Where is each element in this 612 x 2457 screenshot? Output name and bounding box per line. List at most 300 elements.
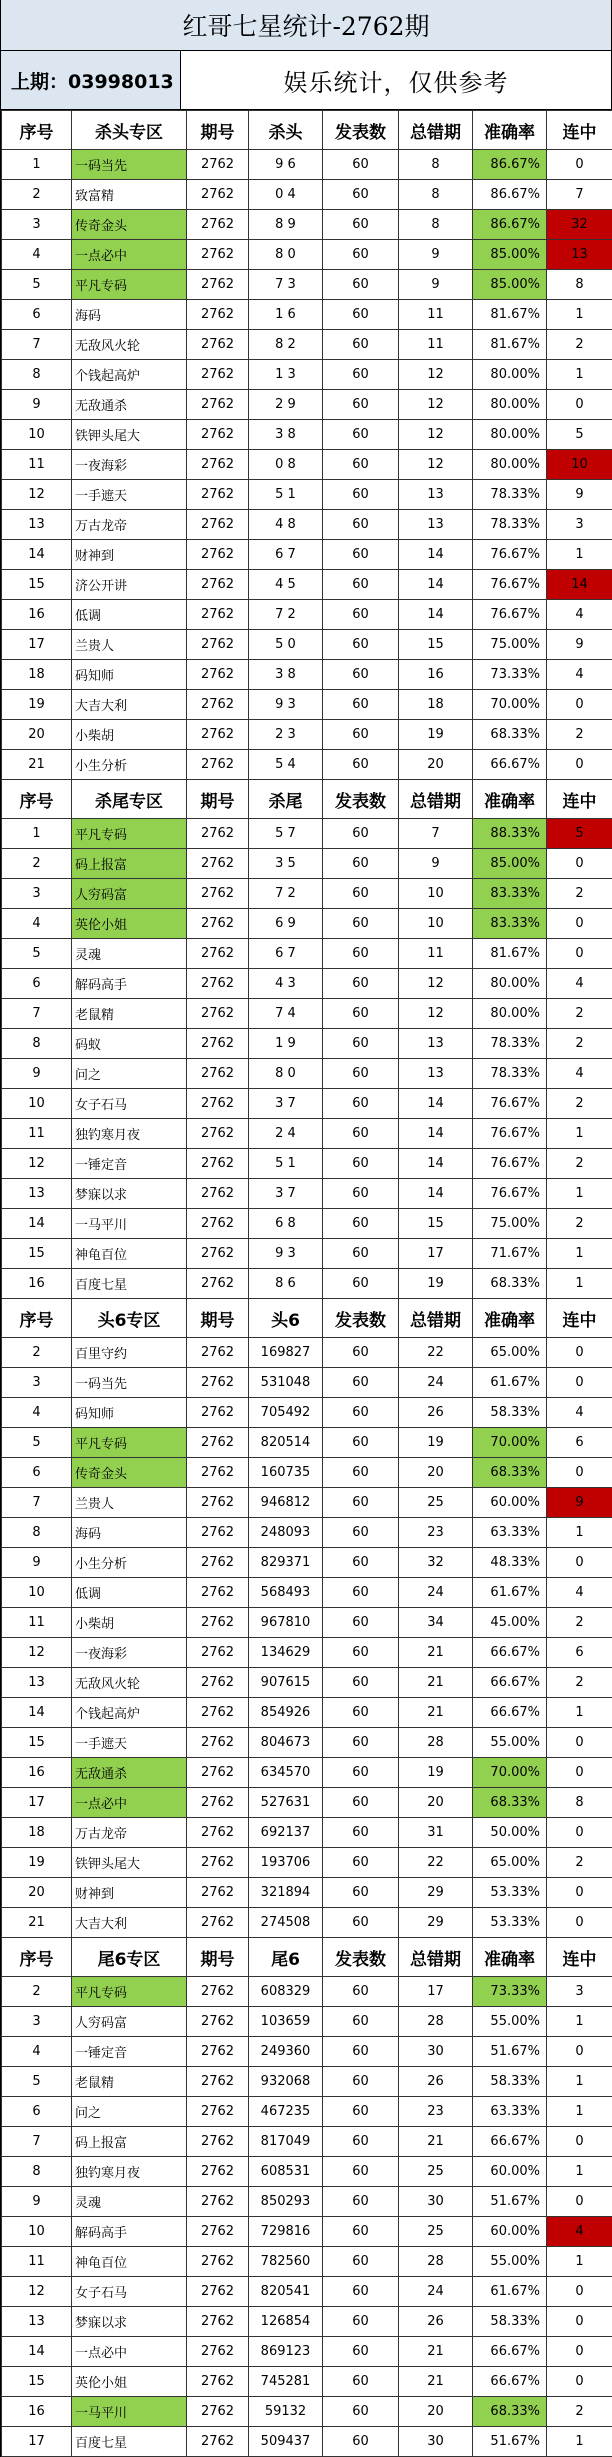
- cell-streak: 4: [547, 969, 612, 999]
- cell-numbers: 946812: [249, 1488, 323, 1518]
- cell-index: 20: [2, 720, 72, 750]
- cell-numbers: 967810: [249, 1608, 323, 1638]
- cell-expert: 女子石马: [72, 1089, 187, 1119]
- cell-numbers: 4 3: [249, 969, 323, 999]
- cell-streak: 0: [547, 2337, 612, 2367]
- table-row: [2, 2127, 612, 2157]
- table-row: [2, 1758, 612, 1788]
- cell-index: 5: [2, 270, 72, 300]
- cell-total-miss: 26: [399, 2307, 473, 2337]
- cell-index: 21: [2, 750, 72, 780]
- cell-period: 2762: [187, 879, 249, 909]
- cell-numbers: 134629: [249, 1638, 323, 1668]
- cell-period: 2762: [187, 2307, 249, 2337]
- cell-period: 2762: [187, 1728, 249, 1758]
- cell-expert: 一手遮天: [72, 480, 187, 510]
- cell-expert: 一马平川: [72, 1209, 187, 1239]
- cell-published: 60: [323, 420, 399, 450]
- cell-expert: 兰贵人: [72, 630, 187, 660]
- cell-accuracy: 50.00%: [473, 1818, 547, 1848]
- cell-total-miss: 21: [399, 2127, 473, 2157]
- cell-published: 60: [323, 2247, 399, 2277]
- header-streak: 连中: [547, 780, 612, 819]
- cell-accuracy: 80.00%: [473, 969, 547, 999]
- cell-total-miss: 19: [399, 720, 473, 750]
- cell-numbers: 2 4: [249, 1119, 323, 1149]
- cell-numbers: 321894: [249, 1878, 323, 1908]
- cell-expert: 无敌通杀: [72, 1758, 187, 1788]
- cell-published: 60: [323, 1119, 399, 1149]
- cell-period: 2762: [187, 969, 249, 999]
- cell-total-miss: 25: [399, 2217, 473, 2247]
- cell-index: 4: [2, 2037, 72, 2067]
- cell-numbers: 0 8: [249, 450, 323, 480]
- cell-streak: 0: [547, 1878, 612, 1908]
- cell-published: 60: [323, 819, 399, 849]
- cell-period: 2762: [187, 1089, 249, 1119]
- table-row: [2, 1428, 612, 1458]
- cell-published: 60: [323, 1338, 399, 1368]
- cell-numbers: 4 8: [249, 510, 323, 540]
- cell-accuracy: 51.67%: [473, 2427, 547, 2457]
- cell-expert: 灵魂: [72, 2187, 187, 2217]
- cell-total-miss: 20: [399, 1458, 473, 1488]
- cell-total-miss: 21: [399, 1638, 473, 1668]
- cell-total-miss: 19: [399, 1758, 473, 1788]
- cell-expert: 英伦小姐: [72, 2367, 187, 2397]
- cell-published: 60: [323, 2217, 399, 2247]
- cell-total-miss: 22: [399, 1338, 473, 1368]
- cell-total-miss: 22: [399, 1848, 473, 1878]
- cell-accuracy: 85.00%: [473, 240, 547, 270]
- cell-total-miss: 12: [399, 390, 473, 420]
- header-total-miss: 总错期: [399, 111, 473, 150]
- cell-total-miss: 13: [399, 480, 473, 510]
- cell-expert: 财神到: [72, 540, 187, 570]
- cell-expert: 大吉大利: [72, 690, 187, 720]
- header-total-miss: 总错期: [399, 1299, 473, 1338]
- cell-period: 2762: [187, 1908, 249, 1938]
- cell-expert: 财神到: [72, 1878, 187, 1908]
- cell-index: 10: [2, 1578, 72, 1608]
- cell-total-miss: 13: [399, 1029, 473, 1059]
- cell-index: 13: [2, 2307, 72, 2337]
- cell-published: 60: [323, 2007, 399, 2037]
- section-header-row: [2, 780, 612, 819]
- cell-accuracy: 65.00%: [473, 1338, 547, 1368]
- cell-published: 60: [323, 540, 399, 570]
- cell-period: 2762: [187, 1119, 249, 1149]
- header-expert: 头6专区: [72, 1299, 187, 1338]
- cell-streak: 1: [547, 1179, 612, 1209]
- cell-published: 60: [323, 1728, 399, 1758]
- cell-index: 14: [2, 540, 72, 570]
- cell-period: 2762: [187, 2067, 249, 2097]
- header-numbers: 杀头: [249, 111, 323, 150]
- cell-index: 7: [2, 330, 72, 360]
- cell-expert: 小柴胡: [72, 720, 187, 750]
- cell-expert: 平凡专码: [72, 1428, 187, 1458]
- cell-total-miss: 24: [399, 1578, 473, 1608]
- cell-numbers: 248093: [249, 1518, 323, 1548]
- cell-period: 2762: [187, 540, 249, 570]
- cell-accuracy: 78.33%: [473, 1059, 547, 1089]
- cell-published: 60: [323, 1089, 399, 1119]
- cell-index: 11: [2, 1608, 72, 1638]
- table-row: [2, 1239, 612, 1269]
- cell-period: 2762: [187, 1458, 249, 1488]
- table-row: [2, 300, 612, 330]
- cell-period: 2762: [187, 510, 249, 540]
- cell-total-miss: 18: [399, 690, 473, 720]
- table-row: [2, 1398, 612, 1428]
- cell-expert: 一点必中: [72, 1788, 187, 1818]
- cell-total-miss: 24: [399, 2277, 473, 2307]
- cell-published: 60: [323, 1059, 399, 1089]
- cell-index: 18: [2, 1818, 72, 1848]
- cell-expert: 一马平川: [72, 2397, 187, 2427]
- cell-streak: 2: [547, 330, 612, 360]
- cell-streak: 7: [547, 180, 612, 210]
- cell-numbers: 820514: [249, 1428, 323, 1458]
- cell-published: 60: [323, 630, 399, 660]
- cell-streak: 0: [547, 2187, 612, 2217]
- table-row: [2, 1548, 612, 1578]
- cell-total-miss: 30: [399, 2037, 473, 2067]
- stats-table-body: [2, 111, 612, 2457]
- cell-numbers: 932068: [249, 2067, 323, 2097]
- cell-published: 60: [323, 1209, 399, 1239]
- cell-published: 60: [323, 510, 399, 540]
- cell-expert: 海码: [72, 1518, 187, 1548]
- cell-index: 3: [2, 1368, 72, 1398]
- cell-expert: 兰贵人: [72, 1488, 187, 1518]
- cell-period: 2762: [187, 660, 249, 690]
- cell-expert: 一码当先: [72, 150, 187, 180]
- table-row: [2, 2097, 612, 2127]
- cell-expert: 一锤定音: [72, 1149, 187, 1179]
- cell-published: 60: [323, 1908, 399, 1938]
- header-streak: 连中: [547, 1299, 612, 1338]
- header-period: 期号: [187, 111, 249, 150]
- cell-streak: 0: [547, 1458, 612, 1488]
- table-row: [2, 2037, 612, 2067]
- cell-expert: 低调: [72, 1578, 187, 1608]
- info-bar: [1, 51, 612, 110]
- table-row: [2, 510, 612, 540]
- cell-published: 60: [323, 210, 399, 240]
- cell-streak: 5: [547, 420, 612, 450]
- cell-accuracy: 76.67%: [473, 1089, 547, 1119]
- table-row: [2, 150, 612, 180]
- table-row: [2, 2157, 612, 2187]
- cell-period: 2762: [187, 750, 249, 780]
- cell-numbers: 7 3: [249, 270, 323, 300]
- cell-accuracy: 60.00%: [473, 2217, 547, 2247]
- cell-numbers: 3 7: [249, 1179, 323, 1209]
- cell-accuracy: 76.67%: [473, 1149, 547, 1179]
- table-row: [2, 1209, 612, 1239]
- cell-numbers: 9 3: [249, 1239, 323, 1269]
- table-row: [2, 2337, 612, 2367]
- table-row: [2, 1608, 612, 1638]
- cell-accuracy: 80.00%: [473, 450, 547, 480]
- cell-expert: 一手遮天: [72, 1728, 187, 1758]
- cell-streak: 0: [547, 1818, 612, 1848]
- cell-expert: 一码当先: [72, 1368, 187, 1398]
- cell-index: 5: [2, 939, 72, 969]
- cell-period: 2762: [187, 210, 249, 240]
- cell-accuracy: 83.33%: [473, 879, 547, 909]
- cell-index: 10: [2, 1089, 72, 1119]
- cell-index: 4: [2, 240, 72, 270]
- cell-total-miss: 7: [399, 819, 473, 849]
- cell-index: 8: [2, 360, 72, 390]
- header-period: 期号: [187, 1938, 249, 1977]
- cell-published: 60: [323, 2067, 399, 2097]
- cell-numbers: 160735: [249, 1458, 323, 1488]
- cell-period: 2762: [187, 1518, 249, 1548]
- cell-expert: 老鼠精: [72, 999, 187, 1029]
- cell-published: 60: [323, 2127, 399, 2157]
- table-row: [2, 1578, 612, 1608]
- cell-accuracy: 66.67%: [473, 1638, 547, 1668]
- header-numbers: 尾6: [249, 1938, 323, 1977]
- cell-expert: 独钓寒月夜: [72, 2157, 187, 2187]
- cell-expert: 无敌通杀: [72, 390, 187, 420]
- table-row: [2, 450, 612, 480]
- cell-published: 60: [323, 150, 399, 180]
- cell-expert: 济公开讲: [72, 570, 187, 600]
- cell-period: 2762: [187, 1239, 249, 1269]
- table-row: [2, 939, 612, 969]
- cell-numbers: 6 7: [249, 540, 323, 570]
- cell-numbers: 1 3: [249, 360, 323, 390]
- cell-published: 60: [323, 2397, 399, 2427]
- cell-numbers: 59132: [249, 2397, 323, 2427]
- table-row: [2, 1848, 612, 1878]
- cell-published: 60: [323, 1548, 399, 1578]
- cell-numbers: 249360: [249, 2037, 323, 2067]
- cell-accuracy: 63.33%: [473, 1518, 547, 1548]
- cell-published: 60: [323, 720, 399, 750]
- cell-numbers: 7 2: [249, 879, 323, 909]
- cell-index: 7: [2, 2127, 72, 2157]
- cell-numbers: 729816: [249, 2217, 323, 2247]
- cell-streak: 14: [547, 570, 612, 600]
- header-index: 序号: [2, 111, 72, 150]
- cell-period: 2762: [187, 1578, 249, 1608]
- header-accuracy: 准确率: [473, 111, 547, 150]
- cell-published: 60: [323, 180, 399, 210]
- cell-numbers: 8 0: [249, 1059, 323, 1089]
- header-published: 发表数: [323, 1299, 399, 1338]
- cell-expert: 神龟百位: [72, 1239, 187, 1269]
- cell-streak: 1: [547, 2427, 612, 2457]
- cell-accuracy: 86.67%: [473, 180, 547, 210]
- cell-published: 60: [323, 1269, 399, 1299]
- cell-published: 60: [323, 909, 399, 939]
- table-row: [2, 1338, 612, 1368]
- cell-streak: 0: [547, 1548, 612, 1578]
- table-row: [2, 330, 612, 360]
- cell-numbers: 5 1: [249, 1149, 323, 1179]
- cell-expert: 一夜海彩: [72, 450, 187, 480]
- cell-streak: 0: [547, 2037, 612, 2067]
- cell-numbers: 2 3: [249, 720, 323, 750]
- cell-expert: 百度七星: [72, 1269, 187, 1299]
- cell-expert: 万古龙帝: [72, 1818, 187, 1848]
- cell-total-miss: 14: [399, 1179, 473, 1209]
- cell-expert: 人穷码富: [72, 879, 187, 909]
- cell-expert: 英伦小姐: [72, 909, 187, 939]
- cell-period: 2762: [187, 240, 249, 270]
- cell-period: 2762: [187, 1698, 249, 1728]
- cell-streak: 2: [547, 1848, 612, 1878]
- cell-total-miss: 32: [399, 1548, 473, 1578]
- cell-total-miss: 30: [399, 2427, 473, 2457]
- cell-published: 60: [323, 1518, 399, 1548]
- table-row: [2, 999, 612, 1029]
- cell-streak: 1: [547, 360, 612, 390]
- cell-numbers: 6 8: [249, 1209, 323, 1239]
- table-row: [2, 540, 612, 570]
- cell-published: 60: [323, 1977, 399, 2007]
- cell-published: 60: [323, 2157, 399, 2187]
- cell-index: 17: [2, 1788, 72, 1818]
- cell-period: 2762: [187, 999, 249, 1029]
- cell-numbers: 705492: [249, 1398, 323, 1428]
- cell-total-miss: 12: [399, 999, 473, 1029]
- cell-index: 16: [2, 1269, 72, 1299]
- cell-streak: 2: [547, 1209, 612, 1239]
- cell-numbers: 820541: [249, 2277, 323, 2307]
- cell-index: 9: [2, 1059, 72, 1089]
- cell-accuracy: 81.67%: [473, 939, 547, 969]
- cell-streak: 10: [547, 450, 612, 480]
- cell-expert: 独钓寒月夜: [72, 1119, 187, 1149]
- cell-index: 2: [2, 180, 72, 210]
- cell-index: 1: [2, 819, 72, 849]
- table-row: [2, 720, 612, 750]
- cell-period: 2762: [187, 1029, 249, 1059]
- cell-expert: 问之: [72, 1059, 187, 1089]
- cell-accuracy: 61.67%: [473, 1368, 547, 1398]
- cell-accuracy: 48.33%: [473, 1548, 547, 1578]
- cell-total-miss: 30: [399, 2187, 473, 2217]
- cell-index: 9: [2, 2187, 72, 2217]
- cell-accuracy: 81.67%: [473, 330, 547, 360]
- cell-numbers: 782560: [249, 2247, 323, 2277]
- cell-numbers: 1 9: [249, 1029, 323, 1059]
- cell-streak: 0: [547, 1338, 612, 1368]
- cell-index: 2: [2, 1977, 72, 2007]
- table-row: [2, 570, 612, 600]
- cell-accuracy: 83.33%: [473, 909, 547, 939]
- cell-streak: 2: [547, 879, 612, 909]
- cell-streak: 0: [547, 1908, 612, 1938]
- table-row: [2, 2307, 612, 2337]
- cell-published: 60: [323, 1758, 399, 1788]
- header-accuracy: 准确率: [473, 1299, 547, 1338]
- cell-accuracy: 80.00%: [473, 999, 547, 1029]
- cell-accuracy: 66.67%: [473, 2337, 547, 2367]
- cell-index: 18: [2, 660, 72, 690]
- cell-total-miss: 9: [399, 270, 473, 300]
- table-row: [2, 2247, 612, 2277]
- cell-index: 16: [2, 600, 72, 630]
- cell-streak: 0: [547, 2277, 612, 2307]
- cell-numbers: 509437: [249, 2427, 323, 2457]
- cell-streak: 0: [547, 2127, 612, 2157]
- table-row: [2, 1458, 612, 1488]
- last-period-label: 上期：03998013: [1, 51, 181, 109]
- cell-numbers: 8 6: [249, 1269, 323, 1299]
- cell-period: 2762: [187, 2187, 249, 2217]
- cell-index: 19: [2, 690, 72, 720]
- cell-streak: 13: [547, 240, 612, 270]
- cell-streak: 1: [547, 540, 612, 570]
- cell-total-miss: 13: [399, 1059, 473, 1089]
- header-accuracy: 准确率: [473, 780, 547, 819]
- header-streak: 连中: [547, 111, 612, 150]
- cell-period: 2762: [187, 330, 249, 360]
- cell-numbers: 193706: [249, 1848, 323, 1878]
- table-row: [2, 2397, 612, 2427]
- cell-accuracy: 70.00%: [473, 690, 547, 720]
- cell-total-miss: 12: [399, 969, 473, 999]
- cell-streak: 1: [547, 2067, 612, 2097]
- cell-accuracy: 80.00%: [473, 360, 547, 390]
- cell-numbers: 634570: [249, 1758, 323, 1788]
- cell-period: 2762: [187, 300, 249, 330]
- cell-index: 5: [2, 1428, 72, 1458]
- cell-accuracy: 76.67%: [473, 1119, 547, 1149]
- cell-index: 3: [2, 210, 72, 240]
- cell-accuracy: 55.00%: [473, 2007, 547, 2037]
- cell-period: 2762: [187, 600, 249, 630]
- cell-period: 2762: [187, 2247, 249, 2277]
- cell-period: 2762: [187, 2217, 249, 2247]
- cell-accuracy: 61.67%: [473, 2277, 547, 2307]
- cell-streak: 1: [547, 300, 612, 330]
- cell-streak: 4: [547, 1578, 612, 1608]
- cell-numbers: 3 7: [249, 1089, 323, 1119]
- header-expert: 杀尾专区: [72, 780, 187, 819]
- cell-expert: 低调: [72, 600, 187, 630]
- cell-period: 2762: [187, 2037, 249, 2067]
- cell-published: 60: [323, 2367, 399, 2397]
- table-row: [2, 909, 612, 939]
- cell-accuracy: 85.00%: [473, 270, 547, 300]
- cell-expert: 解码高手: [72, 2217, 187, 2247]
- header-period: 期号: [187, 1299, 249, 1338]
- cell-period: 2762: [187, 1149, 249, 1179]
- cell-published: 60: [323, 450, 399, 480]
- cell-published: 60: [323, 390, 399, 420]
- table-row: [2, 1668, 612, 1698]
- table-row: [2, 1368, 612, 1398]
- cell-index: 13: [2, 1179, 72, 1209]
- table-row: [2, 969, 612, 999]
- cell-index: 17: [2, 2427, 72, 2457]
- cell-numbers: 3 8: [249, 420, 323, 450]
- cell-published: 60: [323, 2307, 399, 2337]
- cell-expert: 铁钾头尾大: [72, 420, 187, 450]
- cell-numbers: 745281: [249, 2367, 323, 2397]
- table-row: [2, 210, 612, 240]
- cell-accuracy: 73.33%: [473, 660, 547, 690]
